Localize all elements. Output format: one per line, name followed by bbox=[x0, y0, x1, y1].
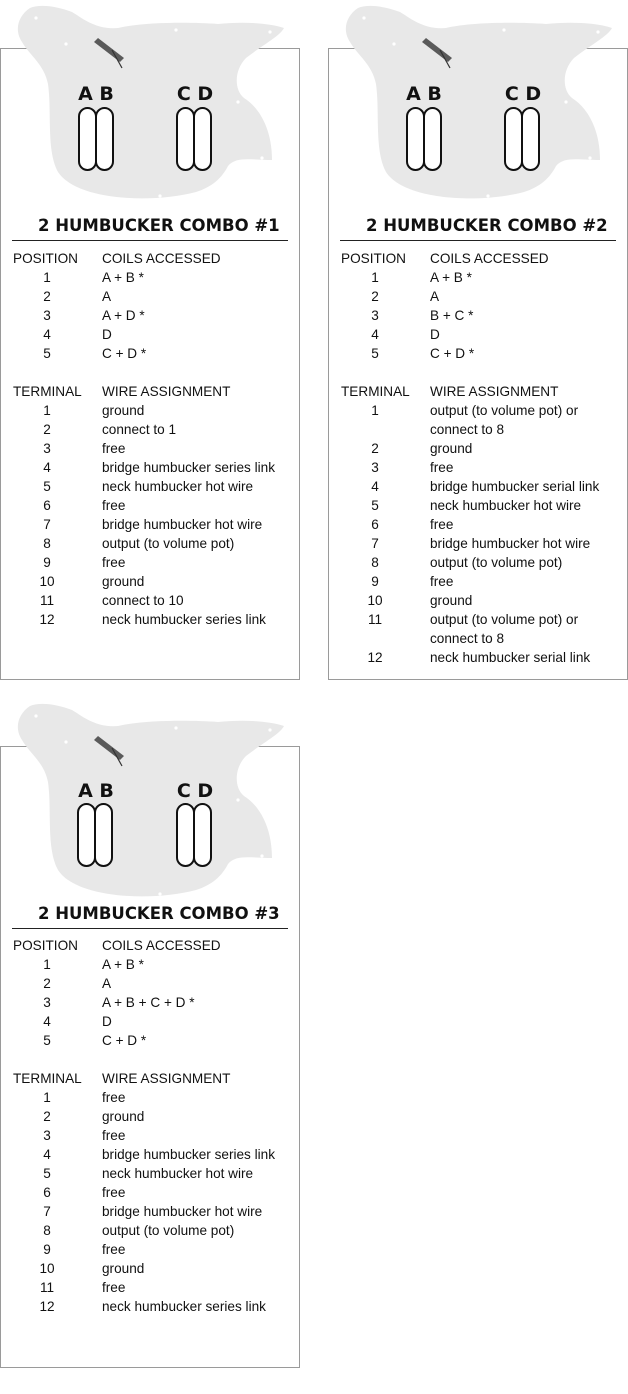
terminal-number: 12 bbox=[39, 1299, 55, 1314]
coil-label-cd: C D bbox=[176, 780, 214, 802]
terminal-number: 4 bbox=[371, 479, 379, 494]
terminal-number: 10 bbox=[367, 593, 383, 608]
wire-assignment: free bbox=[102, 1128, 126, 1143]
position-row bbox=[13, 955, 275, 974]
position-header: POSITION bbox=[13, 251, 78, 266]
screw-hole bbox=[158, 194, 161, 197]
coils-header: COILS ACCESSED bbox=[430, 251, 549, 266]
terminal-row bbox=[341, 496, 599, 515]
screw-hole bbox=[260, 854, 263, 857]
position-header: POSITION bbox=[341, 251, 406, 266]
terminal-row bbox=[341, 591, 599, 610]
wire-assignment: ground bbox=[102, 1109, 145, 1124]
terminal-number: 1 bbox=[43, 1090, 51, 1105]
combo-table-2 bbox=[341, 249, 599, 667]
terminal-number: 2 bbox=[43, 422, 51, 437]
combo-table-1 bbox=[13, 249, 275, 629]
screw-hole bbox=[34, 16, 37, 19]
terminal-row bbox=[13, 515, 275, 534]
coils-accessed: D bbox=[430, 327, 440, 342]
screw-hole bbox=[588, 156, 591, 159]
terminal-number: 3 bbox=[43, 1128, 51, 1143]
terminal-row bbox=[341, 572, 599, 591]
screw-hole bbox=[260, 156, 263, 159]
screw-hole bbox=[268, 30, 271, 33]
wire-assignment: bridge humbucker hot wire bbox=[102, 1204, 263, 1219]
position-row bbox=[13, 1031, 275, 1050]
wire-assignment: neck humbucker series link bbox=[102, 1299, 266, 1314]
terminal-number: 1 bbox=[371, 403, 379, 418]
pickguard-diagram-2 bbox=[328, 0, 628, 210]
wire-assignment: bridge humbucker series link bbox=[102, 1147, 276, 1162]
wire-assignment: free bbox=[102, 441, 126, 456]
wire-assignment: connect to 1 bbox=[102, 422, 177, 437]
bridge-humbucker bbox=[177, 804, 211, 866]
coils-header: COILS ACCESSED bbox=[102, 251, 221, 266]
terminal-number: 5 bbox=[43, 479, 51, 494]
wire-assignment: neck humbucker serial link bbox=[430, 650, 591, 665]
screw-hole bbox=[236, 100, 239, 103]
terminal-row bbox=[341, 458, 599, 477]
position-number: 1 bbox=[43, 270, 51, 285]
wire-header: WIRE ASSIGNMENT bbox=[430, 384, 559, 399]
screw-hole bbox=[486, 194, 489, 197]
terminal-row bbox=[13, 458, 275, 477]
terminal-number: 8 bbox=[371, 555, 379, 570]
terminal-number: 8 bbox=[43, 1223, 51, 1238]
wire-assignment: bridge humbucker serial link bbox=[430, 479, 600, 494]
terminal-header: TERMINAL bbox=[13, 1071, 82, 1086]
terminal-number: 10 bbox=[39, 1261, 55, 1276]
terminal-row bbox=[341, 610, 599, 629]
coils-accessed: A bbox=[102, 289, 112, 304]
terminal-row bbox=[13, 1183, 275, 1202]
combo-title-1: 2 HUMBUCKER COMBO #1 bbox=[38, 216, 280, 235]
terminal-row bbox=[341, 401, 599, 420]
wire-assignment: free bbox=[102, 498, 126, 513]
terminal-header-row bbox=[341, 382, 599, 401]
position-row bbox=[341, 306, 599, 325]
terminal-number: 10 bbox=[39, 574, 55, 589]
wire-header: WIRE ASSIGNMENT bbox=[102, 384, 231, 399]
terminal-number: 1 bbox=[43, 403, 51, 418]
coil-label-cd: C D bbox=[176, 83, 214, 105]
terminal-row bbox=[13, 420, 275, 439]
terminal-row bbox=[13, 1126, 275, 1145]
screw-hole bbox=[390, 184, 393, 187]
terminal-row bbox=[13, 1088, 275, 1107]
position-number: 3 bbox=[43, 995, 51, 1010]
screw-hole bbox=[392, 42, 395, 45]
position-number: 2 bbox=[371, 289, 379, 304]
position-row bbox=[13, 268, 275, 287]
title-divider bbox=[340, 240, 616, 241]
terminal-number: 7 bbox=[371, 536, 379, 551]
wire-assignment: ground bbox=[102, 403, 145, 418]
pickguard-shape bbox=[346, 6, 612, 198]
position-number: 3 bbox=[43, 308, 51, 323]
pickguard-shape bbox=[18, 704, 284, 896]
position-row bbox=[13, 325, 275, 344]
terminal-row bbox=[13, 477, 275, 496]
position-number: 5 bbox=[371, 346, 379, 361]
terminal-row bbox=[13, 1107, 275, 1126]
coil-label-ab: A B bbox=[78, 780, 114, 802]
screw-hole bbox=[236, 798, 239, 801]
coils-accessed: C + D * bbox=[102, 346, 147, 361]
wire-assignment: ground bbox=[430, 441, 473, 456]
coils-accessed: A bbox=[102, 976, 112, 991]
terminal-row bbox=[13, 1145, 275, 1164]
terminal-row bbox=[13, 591, 275, 610]
screw-hole bbox=[502, 28, 505, 31]
position-number: 4 bbox=[43, 1014, 51, 1029]
wire-assignment: neck humbucker series link bbox=[102, 612, 266, 627]
coils-accessed: C + D * bbox=[430, 346, 475, 361]
position-header-row bbox=[341, 249, 599, 268]
terminal-header-row bbox=[13, 1069, 275, 1088]
position-header: POSITION bbox=[13, 938, 78, 953]
terminal-row bbox=[13, 572, 275, 591]
wire-assignment: ground bbox=[430, 593, 473, 608]
terminal-number: 2 bbox=[371, 441, 379, 456]
terminal-row bbox=[13, 534, 275, 553]
terminal-number: 7 bbox=[43, 517, 51, 532]
screw-hole bbox=[596, 30, 599, 33]
coils-accessed: A + D * bbox=[102, 308, 145, 323]
terminal-row bbox=[13, 1240, 275, 1259]
terminal-row bbox=[13, 1278, 275, 1297]
terminal-row bbox=[13, 401, 275, 420]
terminal-number: 11 bbox=[39, 1280, 55, 1295]
wire-header: WIRE ASSIGNMENT bbox=[102, 1071, 231, 1086]
terminal-number: 6 bbox=[371, 517, 379, 532]
bridge-humbucker bbox=[177, 108, 211, 170]
wire-assignment: output (to volume pot) or bbox=[430, 403, 579, 418]
position-number: 1 bbox=[43, 957, 51, 972]
title-divider bbox=[12, 928, 288, 929]
coils-header: COILS ACCESSED bbox=[102, 938, 221, 953]
coils-accessed: A + B * bbox=[102, 270, 144, 285]
terminal-row bbox=[341, 439, 599, 458]
terminal-number: 6 bbox=[43, 498, 51, 513]
wire-assignment: free bbox=[102, 1090, 126, 1105]
screw-hole bbox=[362, 16, 365, 19]
title-divider bbox=[12, 240, 288, 241]
terminal-number: 9 bbox=[43, 1242, 51, 1257]
wire-assignment: connect to 8 bbox=[430, 422, 505, 437]
screw-hole bbox=[174, 28, 177, 31]
wire-assignment: output (to volume pot) bbox=[430, 555, 563, 570]
position-number: 5 bbox=[43, 1033, 51, 1048]
position-row bbox=[13, 1012, 275, 1031]
terminal-number: 4 bbox=[43, 460, 51, 475]
position-row bbox=[13, 306, 275, 325]
terminal-number: 5 bbox=[371, 498, 379, 513]
terminal-number: 7 bbox=[43, 1204, 51, 1219]
terminal-number: 12 bbox=[367, 650, 383, 665]
pickguard-diagram-1 bbox=[0, 0, 300, 210]
wire-assignment: ground bbox=[102, 574, 145, 589]
position-header-row bbox=[13, 249, 275, 268]
screw-hole bbox=[62, 184, 65, 187]
position-row bbox=[13, 974, 275, 993]
wire-assignment: connect to 8 bbox=[430, 631, 505, 646]
bridge-humbucker bbox=[505, 108, 539, 170]
wire-assignment: free bbox=[102, 1185, 126, 1200]
screw-hole bbox=[268, 728, 271, 731]
terminal-number: 2 bbox=[43, 1109, 51, 1124]
terminal-row bbox=[13, 439, 275, 458]
terminal-number: 11 bbox=[39, 593, 55, 608]
coil-label-ab: A B bbox=[78, 83, 114, 105]
coils-accessed: D bbox=[102, 327, 112, 342]
position-header-row bbox=[13, 936, 275, 955]
position-number: 1 bbox=[371, 270, 379, 285]
terminal-row bbox=[341, 534, 599, 553]
wire-assignment: output (to volume pot) bbox=[102, 1223, 235, 1238]
wire-assignment: free bbox=[430, 574, 454, 589]
wire-assignment: free bbox=[102, 555, 126, 570]
position-number: 2 bbox=[43, 289, 51, 304]
terminal-row bbox=[341, 477, 599, 496]
wire-assignment: free bbox=[430, 517, 454, 532]
position-number: 5 bbox=[43, 346, 51, 361]
terminal-number: 9 bbox=[371, 574, 379, 589]
position-row bbox=[341, 268, 599, 287]
wire-assignment: ground bbox=[102, 1261, 145, 1276]
terminal-header: TERMINAL bbox=[13, 384, 82, 399]
terminal-row bbox=[341, 648, 599, 667]
terminal-row bbox=[341, 515, 599, 534]
terminal-row bbox=[13, 1221, 275, 1240]
screw-hole bbox=[62, 882, 65, 885]
wire-assignment: neck humbucker hot wire bbox=[102, 479, 254, 494]
position-row bbox=[341, 325, 599, 344]
neck-humbucker bbox=[79, 108, 113, 170]
terminal-row bbox=[13, 1164, 275, 1183]
position-row bbox=[13, 993, 275, 1012]
position-row bbox=[13, 344, 275, 363]
wire-assignment: bridge humbucker hot wire bbox=[102, 517, 263, 532]
neck-humbucker bbox=[407, 108, 441, 170]
terminal-number: 12 bbox=[39, 612, 55, 627]
position-row bbox=[341, 287, 599, 306]
pickguard-shape bbox=[18, 6, 284, 198]
coil-label-ab: A B bbox=[406, 83, 442, 105]
terminal-number: 9 bbox=[43, 555, 51, 570]
coils-accessed: A + B + C + D * bbox=[102, 995, 195, 1010]
wire-assignment: output (to volume pot) bbox=[102, 536, 235, 551]
terminal-header: TERMINAL bbox=[341, 384, 410, 399]
wire-assignment: connect to 10 bbox=[102, 593, 184, 608]
terminal-row bbox=[13, 1259, 275, 1278]
terminal-row bbox=[13, 1202, 275, 1221]
position-row bbox=[341, 344, 599, 363]
terminal-row bbox=[13, 496, 275, 515]
terminal-header-row bbox=[13, 382, 275, 401]
position-number: 2 bbox=[43, 976, 51, 991]
terminal-row bbox=[13, 553, 275, 572]
wire-assignment: bridge humbucker series link bbox=[102, 460, 276, 475]
wire-assignment: free bbox=[102, 1242, 126, 1257]
screw-hole bbox=[64, 740, 67, 743]
coils-accessed: C + D * bbox=[102, 1033, 147, 1048]
combo-title-3: 2 HUMBUCKER COMBO #3 bbox=[38, 904, 280, 923]
terminal-row-continuation bbox=[341, 629, 599, 648]
wire-assignment: output (to volume pot) or bbox=[430, 612, 579, 627]
screw-hole bbox=[174, 726, 177, 729]
coils-accessed: D bbox=[102, 1014, 112, 1029]
neck-humbucker bbox=[78, 804, 112, 866]
terminal-row bbox=[13, 610, 275, 629]
coils-accessed: B + C * bbox=[430, 308, 474, 323]
wire-assignment: neck humbucker hot wire bbox=[430, 498, 582, 513]
terminal-number: 3 bbox=[371, 460, 379, 475]
coils-accessed: A + B * bbox=[102, 957, 144, 972]
wire-assignment: bridge humbucker hot wire bbox=[430, 536, 591, 551]
position-number: 4 bbox=[43, 327, 51, 342]
terminal-number: 11 bbox=[367, 612, 383, 627]
screw-hole bbox=[158, 892, 161, 895]
position-number: 3 bbox=[371, 308, 379, 323]
terminal-number: 3 bbox=[43, 441, 51, 456]
pickguard-diagram-3 bbox=[0, 698, 300, 908]
combo-title-2: 2 HUMBUCKER COMBO #2 bbox=[366, 216, 608, 235]
terminal-number: 5 bbox=[43, 1166, 51, 1181]
coils-accessed: A bbox=[430, 289, 440, 304]
position-number: 4 bbox=[371, 327, 379, 342]
terminal-number: 4 bbox=[43, 1147, 51, 1162]
terminal-row-continuation bbox=[341, 420, 599, 439]
terminal-row bbox=[341, 553, 599, 572]
terminal-number: 8 bbox=[43, 536, 51, 551]
terminal-row bbox=[13, 1297, 275, 1316]
combo-table-3 bbox=[13, 936, 275, 1316]
position-row bbox=[13, 287, 275, 306]
wire-assignment: neck humbucker hot wire bbox=[102, 1166, 254, 1181]
wire-assignment: free bbox=[430, 460, 454, 475]
terminal-number: 6 bbox=[43, 1185, 51, 1200]
coil-label-cd: C D bbox=[504, 83, 542, 105]
screw-hole bbox=[64, 42, 67, 45]
screw-hole bbox=[34, 714, 37, 717]
wire-assignment: free bbox=[102, 1280, 126, 1295]
coils-accessed: A + B * bbox=[430, 270, 472, 285]
screw-hole bbox=[564, 100, 567, 103]
